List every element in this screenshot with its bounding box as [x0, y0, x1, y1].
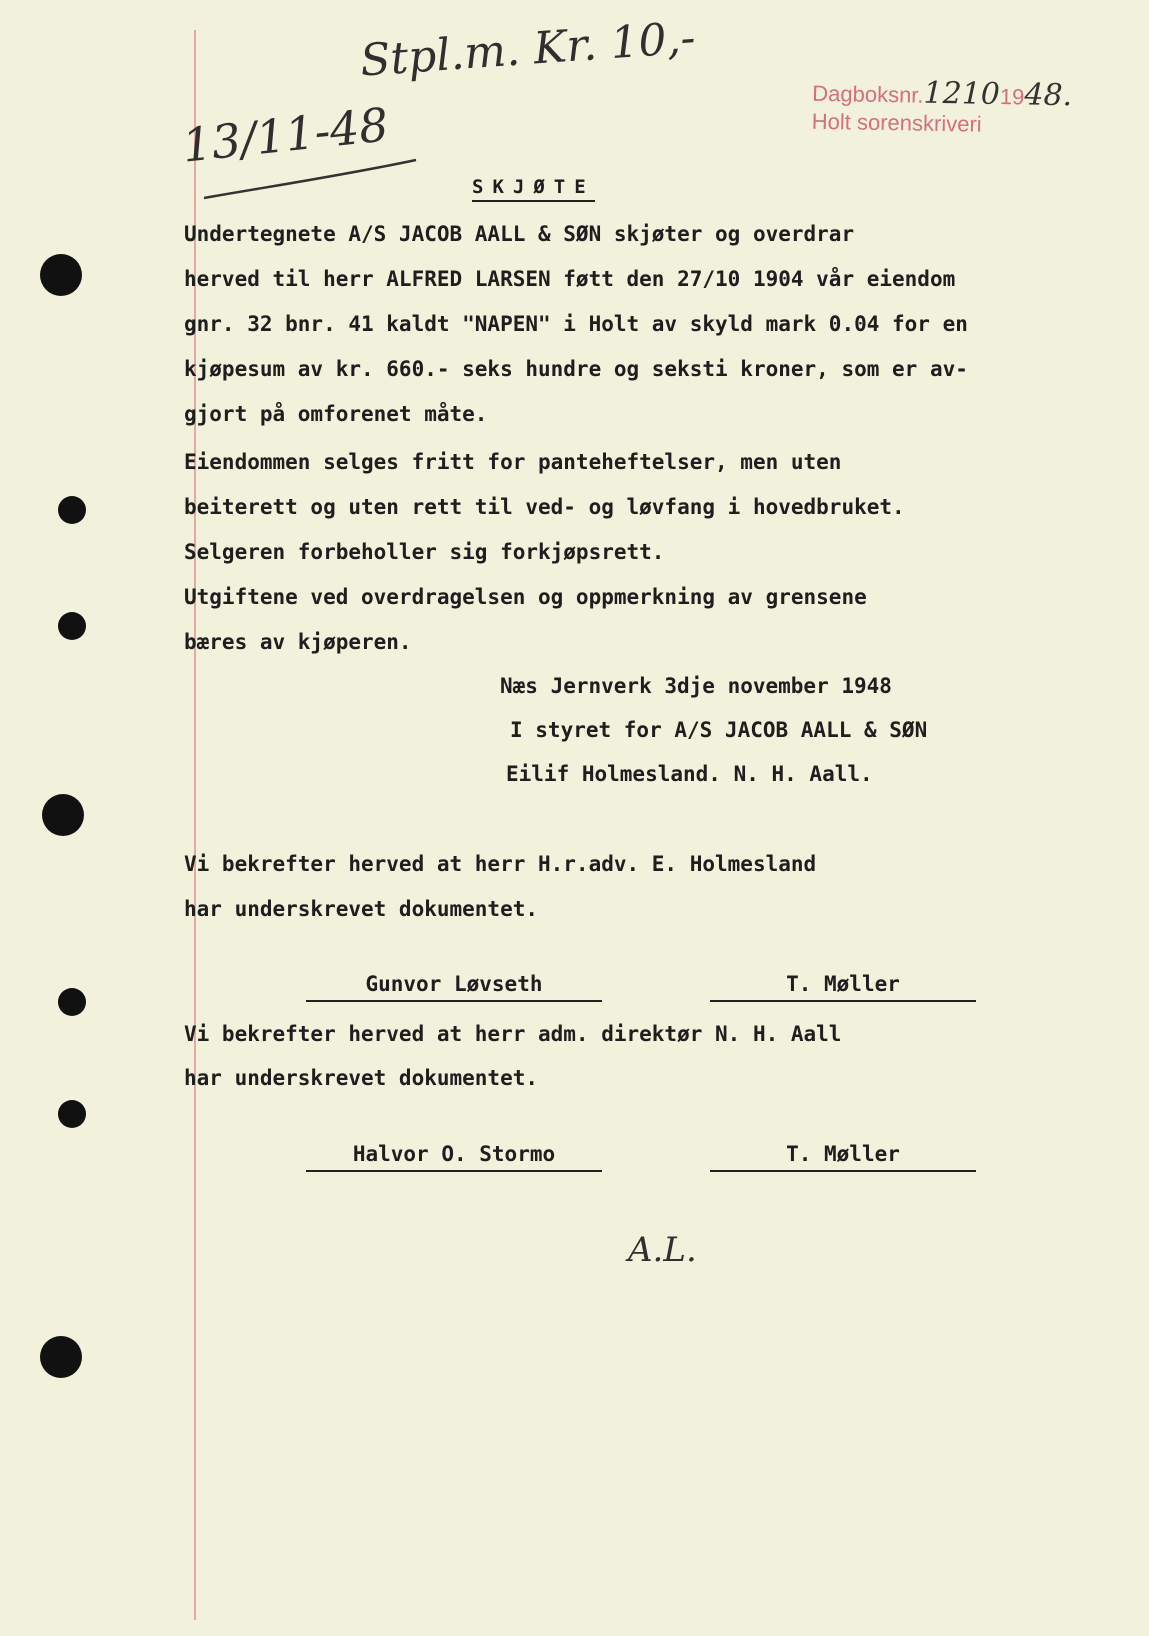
- stamp-year-suffix: 48.: [1024, 77, 1073, 114]
- confirmation-line: har underskrevet dokumentet.: [184, 1066, 539, 1090]
- body-line: Utgiftene ved overdragelsen og oppmerkning av grensene: [184, 585, 867, 609]
- handwritten-fee: Stpl.m. Kr. 10,-: [358, 12, 698, 87]
- handwritten-underline: [200, 150, 420, 210]
- board-signers: Eilif Holmesland. N. H. Aall.: [506, 762, 873, 786]
- confirmation-line: Vi bekrefter herved at herr H.r.adv. E. Holmesland: [184, 852, 817, 876]
- binder-hole: [40, 1336, 82, 1378]
- binder-hole: [58, 496, 86, 524]
- binder-hole: [58, 988, 86, 1016]
- binder-hole: [58, 1100, 86, 1128]
- body-line: Selgeren forbeholler sig forkjøpsrett.: [184, 540, 665, 564]
- body-line: gjort på omforenet måte.: [184, 402, 488, 426]
- registry-stamp: [811, 75, 1073, 141]
- body-line: Undertegnete A/S JACOB AALL & SØN skjøter og overdrar: [184, 222, 855, 246]
- witness-signature: T. Møller: [710, 1142, 976, 1172]
- body-line: Eiendommen selges fritt for panteheftelser, men uten: [184, 450, 842, 474]
- binder-hole: [40, 254, 82, 296]
- handwritten-date: 13/11-48: [179, 97, 391, 173]
- body-line: herved til herr ALFRED LARSEN føtt den 27/10 1904 vår eiendom: [184, 267, 956, 291]
- binder-hole: [58, 612, 86, 640]
- stamp-office: Holt sorenskriveri: [811, 108, 982, 137]
- document-title: SKJØTE: [472, 176, 595, 202]
- handwritten-initials: A.L.: [628, 1230, 697, 1270]
- place-date: Næs Jernverk 3dje november 1948: [500, 674, 892, 698]
- body-line: beiterett og uten rett til ved- og løvfang i hovedbruket.: [184, 495, 905, 519]
- board-line: I styret for A/S JACOB AALL & SØN: [510, 718, 928, 742]
- stamp-number: 1210: [923, 75, 1001, 113]
- confirmation-line: Vi bekrefter herved at herr adm. direktør N. H. Aall: [184, 1022, 842, 1046]
- witness-signature: Gunvor Løvseth: [306, 972, 602, 1002]
- witness-signature: Halvor O. Stormo: [306, 1142, 602, 1172]
- binder-hole: [42, 794, 84, 836]
- stamp-year-prefix: 19: [999, 84, 1025, 110]
- body-line: gnr. 32 bnr. 41 kaldt "NAPEN" i Holt av skyld mark 0.04 for en: [184, 312, 968, 336]
- witness-signature: T. Møller: [710, 972, 976, 1002]
- stamp-label: Dagboksnr.: [812, 80, 924, 108]
- body-line: bæres av kjøperen.: [184, 630, 412, 654]
- confirmation-line: har underskrevet dokumentet.: [184, 897, 539, 921]
- body-line: kjøpesum av kr. 660.- seks hundre og seksti kroner, som er av-: [184, 357, 968, 381]
